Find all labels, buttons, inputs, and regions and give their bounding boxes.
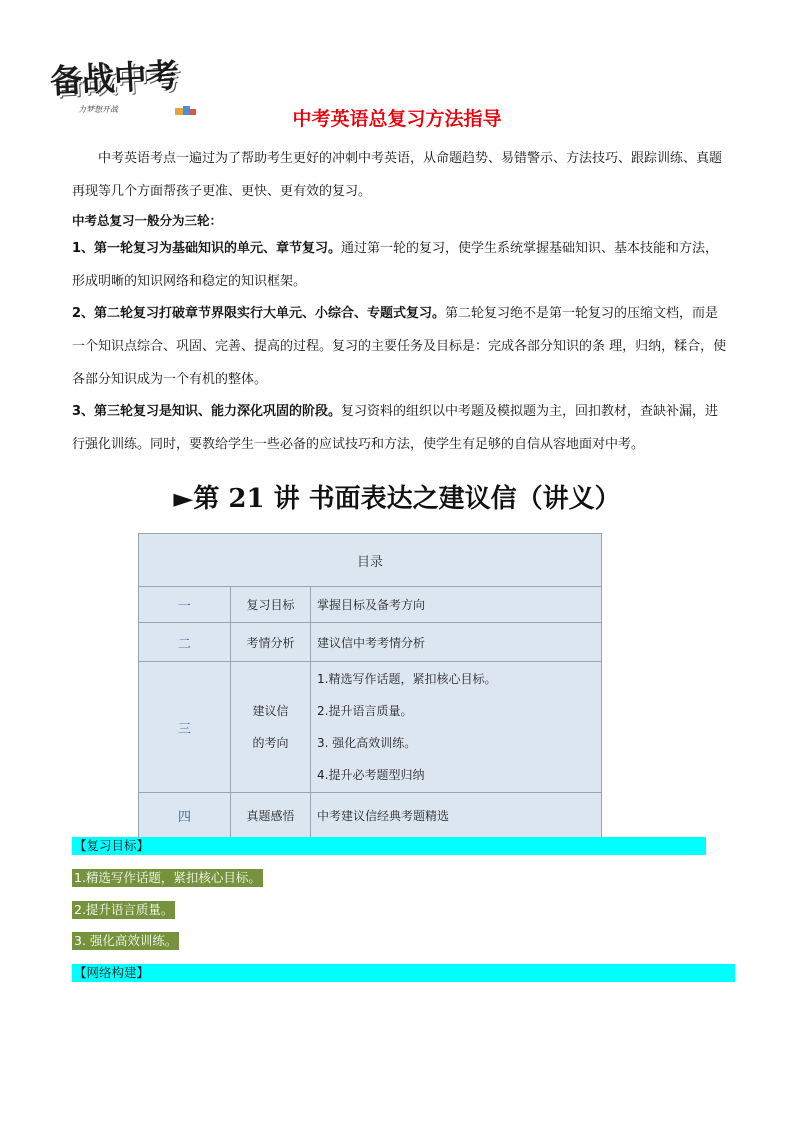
toc-row-number: 二: [139, 623, 231, 662]
goal-item: 3. 强化高效训练。: [74, 933, 178, 948]
toc-row-name: [231, 662, 311, 793]
toc-row: [139, 793, 602, 838]
toc-row: [139, 623, 602, 662]
toc-row: [139, 587, 602, 623]
page-title: 中考英语总复习方法指导: [292, 108, 502, 130]
round-1-paragraph: [72, 232, 727, 298]
round-2-paragraph: [72, 297, 727, 396]
toc-item: 3. 强化高效训练。: [317, 736, 417, 750]
toc-row: [139, 662, 602, 793]
toc-row-name-line: 的考向: [252, 736, 289, 750]
round-2-lead: 2、第二轮复习打破章节界限实行大单元、小综合、专题式复习。: [72, 306, 446, 321]
section-heading-network: 【网络构建】: [72, 964, 735, 982]
round-3-lead: 3、第三轮复习是知识、能力深化巩固的阶段。: [72, 404, 342, 419]
toc-item: 2.提升语言质量。: [317, 704, 413, 718]
intro-paragraph: 中考英语考点一遍过为了帮助考生更好的冲刺中考英语，从命题趋势、易错警示、方法技巧、跟踪训练、真题再现等几个方面帮孩子更准、更快、更有效的复习。: [72, 151, 723, 199]
toc-row-name: 真题感悟: [231, 793, 311, 838]
lesson-title: ►第 21 讲 书面表达之建议信（讲义）: [173, 484, 621, 514]
logo-subtext: 力梦想开战: [78, 105, 118, 114]
round-3-text: 复习资料的组织以中考题及模拟题为主，回扣教材，查缺补漏，进行强化训练。同时，要教给学生一些必备的应试技巧和方法，使学生有足够的自信从容地面对中考。: [72, 404, 719, 452]
toc-row-name: 复习目标: [231, 587, 311, 623]
rounds-heading: 中考总复习一般分为三轮：: [72, 213, 223, 228]
toc-row-number: 一: [139, 587, 231, 623]
toc-row-content: 建议信中考考情分析: [311, 623, 602, 662]
toc-row-content: 掌握目标及备考方向: [311, 587, 602, 623]
toc-row-name: 考情分析: [231, 623, 311, 662]
round-1-text: 通过第一轮的复习，使学生系统掌握基础知识、基本技能和方法，形成明晰的知识网络和稳定的知识框架。: [72, 241, 719, 289]
toc-item: 1.精选写作话题，紧扣核心目标。: [317, 672, 497, 686]
round-1-lead: 1、第一轮复习为基础知识的单元、章节复习。: [72, 241, 342, 256]
round-3-paragraph: [72, 395, 727, 461]
logo-text: 备战中考: [48, 55, 179, 101]
toc-row-number: 三: [139, 662, 231, 793]
toc-heading: 目录: [139, 534, 602, 587]
goal-item: 1.精选写作话题，紧扣核心目标。: [74, 870, 261, 885]
section-heading-review-goals: 【复习目标】: [72, 837, 706, 855]
toc-item: 4.提升必考题型归纳: [317, 768, 425, 782]
toc-row-name-line: 建议信: [252, 704, 289, 718]
toc-row-number: 四: [139, 793, 231, 838]
goal-item: 2.提升语言质量。: [74, 902, 174, 917]
toc-row-content: [311, 662, 602, 793]
table-of-contents: [138, 533, 602, 838]
round-2-text: 第二轮复习绝不是第一轮复习的压缩文档，而是一个知识点综合、巩固、完善、提高的过程。复习的主要任务及目标是：完成各部分知识的条 理，归纳，糅合，使各部分知识成为一个有机的整体。: [72, 306, 727, 387]
toc-row-content: 中考建议信经典考题精选: [311, 793, 602, 838]
